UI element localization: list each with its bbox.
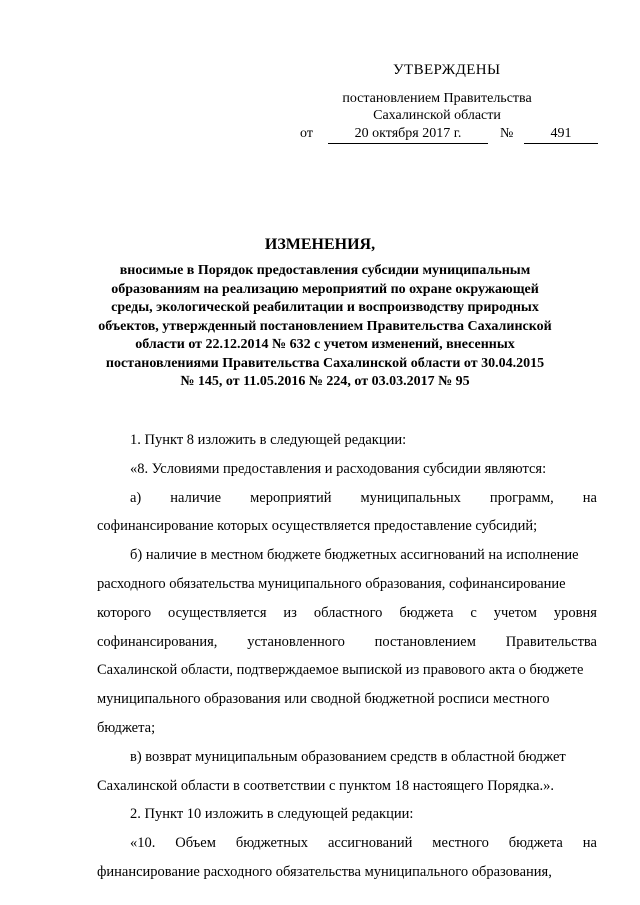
subtitle-line: образованиям на реализацию мероприятий по охране окружающей (111, 281, 539, 297)
approval-authority-line1: постановлением Правительства (342, 91, 532, 106)
document-subtitle (80, 262, 570, 392)
paragraph-7-line2: финансирование расходного обязательства муниципального образования, (97, 863, 552, 880)
paragraph-4-line5: Сахалинской области, подтверждаемое выпиской из правового акта о бюджете (97, 662, 584, 679)
paragraph-3-line2: софинансирование которых осуществляется предоставление субсидий; (97, 518, 538, 535)
approval-date-line (300, 126, 610, 146)
document-title: ИЗМЕНЕНИЯ, (264, 236, 376, 253)
paragraph-4-line3 (97, 599, 597, 628)
word: осуществляется (168, 604, 267, 621)
paragraph-4-line4 (97, 628, 597, 657)
word: которого (97, 604, 152, 621)
word: установленного (247, 633, 345, 650)
paragraph-4-line6: муниципального образования или сводной бюджетной росписи местного (97, 691, 550, 708)
number-sign: № (500, 126, 514, 141)
word: Правительства (505, 633, 597, 650)
word: учетом (493, 604, 537, 621)
word: мероприятий (250, 489, 332, 506)
word: местного (432, 835, 489, 852)
paragraph-3-line1 (130, 484, 597, 513)
word: на (582, 835, 597, 852)
word: а) (130, 489, 142, 506)
word: на (582, 489, 597, 506)
date-prefix: от (300, 126, 313, 141)
paragraph-4-line1: б) наличие в местном бюджете бюджетных ассигнований на исполнение (130, 547, 579, 564)
word: уровня (553, 604, 597, 621)
word: бюджета (508, 835, 563, 852)
word: «10. (130, 835, 156, 852)
word: бюджета (399, 604, 454, 621)
word: с (470, 604, 477, 621)
subtitle-line: объектов, утвержденный постановлением Правительства Сахалинской (98, 318, 552, 334)
subtitle-line: постановлениями Правительства Сахалинской области от 30.04.2015 (105, 355, 545, 371)
word: наличие (170, 489, 222, 506)
subtitle-line: вносимые в Порядок предоставления субсидии муниципальным (119, 263, 531, 278)
paragraph-1: 1. Пункт 8 изложить в следующей редакции: (130, 432, 407, 448)
paragraph-5-line2: Сахалинской области в соответствии с пунктом 18 настоящего Порядка.». (97, 777, 554, 794)
approval-authority-line2: Сахалинской области (373, 108, 501, 123)
word: постановлением (374, 633, 476, 650)
word: из (283, 604, 297, 621)
word: муниципальных (360, 489, 461, 506)
approval-number: 491 (524, 126, 598, 144)
paragraph-4-line7: бюджета; (97, 719, 156, 736)
word: Объем (175, 835, 216, 852)
paragraph-6: 2. Пункт 10 изложить в следующей редакции: (130, 806, 414, 823)
approval-heading: УТВЕРЖДЕНЫ (393, 62, 501, 78)
word: софинансирования, (97, 633, 218, 650)
paragraph-4-line2: расходного обязательства муниципального образования, софинансирование (97, 575, 566, 592)
word: бюджетных (235, 835, 309, 852)
paragraph-2: «8. Условиями предоставления и расходования субсидии являются: (130, 460, 547, 477)
subtitle-line: области от 22.12.2014 № 632 с учетом изменений, внесенных (135, 337, 515, 352)
word: ассигнований (327, 835, 413, 852)
subtitle-line: среды, экологической реабилитации и воспроизводству природных (111, 300, 539, 315)
approval-date: 20 октября 2017 г. (328, 126, 488, 144)
word: программ, (489, 489, 554, 506)
word: областного (313, 604, 383, 621)
subtitle-line: № 145, от 11.05.2016 № 224, от 03.03.2017 № 95 (180, 374, 470, 389)
paragraph-5-line1: в) возврат муниципальным образованием средств в областной бюджет (130, 748, 566, 765)
document-body (97, 426, 597, 887)
paragraph-7-line1 (130, 829, 597, 858)
